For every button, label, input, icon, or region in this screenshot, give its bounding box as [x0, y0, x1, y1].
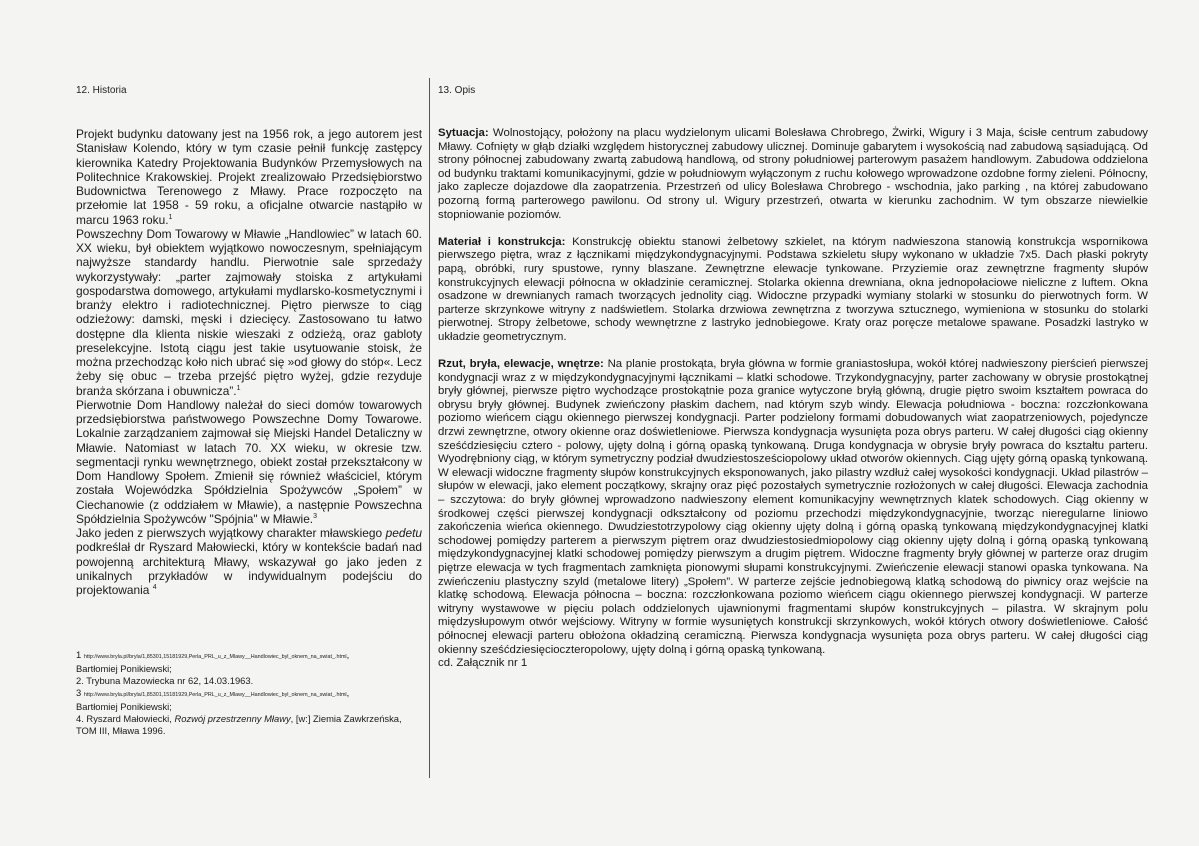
situation-text: Wolnostojący, położony na placu wydzielonym ulicami Bolesława Chrobrego, Żwirki, Wigury i 3 Maja, ścisłe centrum zabudowy Mławy. Cofnięty w głąb działki względem historycznej zabudowy ulicznej. Dominuje gabarytem i wysokością nad zabudową sąsiadującą. Od strony północnej zabudowany zwartą zabudową handlową, od strony południowej parterowym pasażem handlowym. Zabudowa oddzielona od budynku traktami komunikacyjnymi, gdzie w południowym wyłączonym z ruchu kołowego wprowadzone ozdobne formy zieleni. Północny, jako zaplecze dojazdowe dla zaopatrzenia. Przestrzeń od ulicy Bolesława Chrobrego - wschodnia, jako parking , na której zabudowano pozorną formą parterowego pawilonu. Od strony ul. Wigury przestrzeń, otwarta w kierunku zachodnim. W tym obszarze niewielkie stopniowanie poziomów. [438, 127, 1148, 221]
footnote-4 [76, 713, 422, 737]
history-paragraph [76, 227, 422, 398]
material-paragraph [438, 236, 1148, 345]
history-text: podkreślał dr Ryszard Małowiecki, który w kontekście badań nad powojenną architekturą Mławy, wskazywał go jako jeden z unikalnych przykładów w indywidualnym podejściu do projektowania [76, 540, 422, 597]
history-paragraph [76, 127, 422, 227]
history-paragraph [76, 526, 422, 597]
footnote-3: 3 http://www.bryla.pl/bryla/1,85301,15181929,Perla_PRL_u_z_Mlawy__Handlowiec_byl_oknem_na_swiat_.html, Bartłomiej Ponikiewski; [76, 687, 350, 712]
footnote-text: 4. Ryszard Małowiecki, [76, 713, 175, 724]
history-text: Jako jeden z pierwszych wyjątkowy charakter mławskiego [76, 526, 386, 540]
situation-paragraph [438, 127, 1148, 222]
section-header-description: 13. Opis [438, 85, 476, 96]
plan-heading: Rzut, bryła, elewacje, wnętrze: [438, 358, 604, 371]
material-heading: Materiał i konstrukcja: [438, 235, 566, 248]
footnote-title: Rozwój przestrzenny Mławy [174, 713, 291, 724]
footnote-ref: 1 [236, 384, 241, 392]
footnote-number: 3 [76, 687, 82, 698]
footnote-url: http://www.bryla.pl/bryla/1,85301,15181929,Perla_PRL_u_z_Mlawy__Handlowiec_byl_oknem_na_swiat_.html [83, 654, 347, 660]
history-emphasis: pedetu [385, 526, 422, 540]
material-text: Konstrukcję obiektu stanowi żelbetowy szkielet, na którym nadwieszona stanowią konstrukcja wspornikowa pierwszego piętra, wraz z łącznikami międzykondygnacyjnymi. Podstawa szkieletu słupy wykonano w układzie 7x5. Dach płaski pokryty papą, obróbki, rury spustowe, rynny blaszane. Zewnętrzne elewacje tynkowane. Przyziemie oraz zewnętrzne fragmenty słupów konstrukcyjnych elewacji północna w okładzinie ceramicznej. Stolarka okienna drewniana, okna jednopołaciowe nieliczne z luftem. Okna osadzone w drewnianych ramach tworzących jednolity ciąg. Widoczne przypadki wymiany stolarki w stosunku do pierwotnych form. W parterze skrzynkowe witryny z nadświetlem. Stolarka drzwiowa zewnętrzna z tworzywa sztucznego, wymieniona w stosunku do stolarki pierwotnej. Stropy żelbetowe, schody wewnętrzne z lastryko jednobiegowe. Kraty oraz poręcze metalowe spawane. Posadzki lastryko w układzie geometrycznym. [438, 235, 1148, 343]
history-text: Powszechny Dom Towarowy w Mławie „Handlowiec” w latach 60. XX wieku, był obiektem wyjątkowo nowoczesnym, spełniającym najwyższe standardy handlu. Pierwotnie sale sprzedaży wykorzystywały: „parter zajmowały stoiska z artykułami gospodarstwa domowego, artykułami mydlarsko-kosmetycznymi i branży elektro i radiotechnicznej. Piętro pierwsze to ciąg odzieżowy: damski, męski i dziecięcy. Zastosowano tu łatwo dostępne dla klienta niskie wieszaki z odzieżą, oraz gabloty preselekcyjne. Istotą ciągu jest takie usytuowanie stoisk, że można przechodząc koło nich ubrać się »od głowy do stóp«. Lecz żeby się obuc – trzeba przejść piętro wyżej, gdzie rezyduje branża skórzana i obuwnicza”. [76, 226, 422, 398]
footnote-1: 1 http://www.bryla.pl/bryla/1,85301,15181929,Perla_PRL_u_z_Mlawy__Handlowiec_byl_oknem_na_swiat_.html, Bartłomiej Ponikiewski; [76, 649, 350, 674]
footnote-url: http://www.bryla.pl/bryla/1,85301,15181929,Perla_PRL_u_z_Mlawy__Handlowiec_byl_oknem_na_swiat_.html [83, 692, 347, 698]
history-column [76, 127, 422, 597]
history-text: Pierwotnie Dom Handlowy należał do sieci domów towarowych przedsiębiorstwa państwowego Powszechne Domy Towarowe. Lokalnie zarządzaniem zajmował się Miejski Handel Detaliczny w Mławie. Natomiast w latach 70. XX wieku, w okresie tzw. segmentacji rynku wewnętrznego, obiekt został przekształcony w Dom Handlowy Społem. Zmienił się również właściciel, którym została Wojewódzka Spółdzielnia Spożywców „Społem” w Ciechanowie (z oddziałem w Mławie), a następnie Powszechna Spółdzielnia Spożywców "Spójnia" w Mławie. [76, 397, 422, 526]
footnote-author: Bartłomiej Ponikiewski; [76, 701, 172, 712]
history-text: Projekt budynku datowany jest na 1956 rok, a jego autorem jest Stanisław Kolendo, który w tym czasie pełnił funkcję zastępcy kierownika Katedry Projektowania Budynków Przemysłowych na Politechnice Krakowskiej. Projekt zrealizowało Przedsiębiorstwo Budownictwa Terenowego z Mławy. Prace rozpoczęto na przełomie lat 1958 - 59 roku, a oficjalne otwarcie nastąpiło w marcu 1963 roku. [76, 127, 422, 227]
footnotes [76, 649, 422, 737]
footnote-2: 2. Trybuna Mazowiecka nr 62, 14.03.1963. [76, 675, 254, 686]
column-divider [429, 78, 430, 778]
footnote-ref: 3 [313, 512, 318, 520]
description-column [438, 127, 1148, 671]
footnote-text: , [w:] Ziemia Zawkrzeńska, TOM III, Mława 1996. [76, 713, 402, 736]
situation-heading: Sytuacja: [438, 127, 489, 139]
footnote-author: Bartłomiej Ponikiewski; [76, 663, 172, 674]
continuation-note: cd. Załącznik nr 1 [438, 657, 528, 670]
history-paragraph [76, 398, 422, 526]
footnote-number: 1 [76, 649, 82, 660]
footnote-ref: 1 [168, 213, 173, 221]
section-header-history: 12. Historia [76, 85, 127, 96]
footnote-ref: 4 [152, 584, 157, 592]
plan-paragraph [438, 358, 1148, 657]
plan-text: Na planie prostokąta, bryła główna w formie graniastosłupa, wokół której nadwieszony pierścień pierwszej kondygnacji wraz z w międzykondygnacyjnymi łącznikami – klatki schodowe. Trzykondygnacyjny, parter zachowany w obrysie prostokątnej bryły głównej, pierwsze piętro wychodzące prostokątnie poza granice wytyczone bryłą główną, drugie piętro swoim kształtem powraca do obrysu bryły głównej. Budynek zwieńczony płaskim dachem, nad którym szyb windy. Elewacja południowa - boczna: rozczłonkowana poziomo wieńcem ciągu okiennego pierwszej kondygnacji. Parter podzielony formami dobudowanych wiat zaopatrzeniowych, pojedyncze drzwi zewnętrzne, otwory okienne oraz doświetleniowe. Pierwsza kondygnacja wysunięta poza obrys parteru. W całej długości ciąg okienny sześćdziesięciu cztero - polowy, ujęty dolną i górną opaską tynkowaną. Druga kondygnacja w obrysie bryły powraca do kształtu parteru. Wyodrębniony ciąg, w którym symetryczny podział dwudziestosześciopolowy układ otworów okiennych. Ciąg ujęty górną opaską tynkowaną. W elewacji widoczne fragmenty słupów konstrukcyjnych eksponowanych, jako pilastry wzdłuż całej wysokości kondygnacji. Układ pilastrów – słupów w elewacji, jako element początkowy, skrajny oraz pięć pozostałych symetrycznie rozłożonych w całej długości. Elewacja zachodnia – szczytowa: do bryły głównej wprowadzono nadwieszony element komunikacyjny wewnętrznych klatek schodowych. Ciąg okienny w środkowej części pierwszej kondygnacji odkształcony od poziomu przechodzi międzykondygnacyjnie, tworząc nieregularne liniowo zakończenia wieńca okiennego. Dwudziestotrzypolowy ciąg okienny ujęty dolną i górną opaską tynkowaną międzykondygnacyjnej klatki schodowej pomiędzy parterem a pierwszym piętrem oraz dwudziestosiedmiopolowy ciąg okienny ujęty dolną i górną opaską tynkowaną międzykondygnacyjnej klatki schodowej pomiędzy pierwszym a drugim piętrem. Widoczne fragmenty bryły głównej w parterze oraz drugim piętrze elewacja w tych fragmentach zamknięta pionowymi słupami konstrukcyjnymi. Zwieńczenie elewacji stanowi opaska tynkowana. Na zwieńczeniu plastyczny szyld (metalowe litery) „Społem”. W parterze zejście jednobiegową klatką schodową do piwnicy oraz wejście na klatkę schodową. Elewacja północna – boczna: rozczłonkowana poziomo wieńcem ciągu okiennego pierwszej kondygnacji. W parterze witryny wystawowe w pięciu polach oddzielonych ujawnionymi fragmentami słupów konstrukcyjnych – pilastra. W skrajnym polu międzysłupowym otwór wejściowy. Witryny w formie wysuniętych konstrukcji skrzynkowych, wokół których otwory doświetleniowe. Całość północnej elewacji parteru obłożona okładziną ceramiczną. Pierwsza kondygnacja wysunięta poza obrys parteru. W całej długości ciąg okienny sześćdziesięcioczteropolowy, ujęty dolną i górną opaską tynkowaną. [438, 358, 1148, 656]
